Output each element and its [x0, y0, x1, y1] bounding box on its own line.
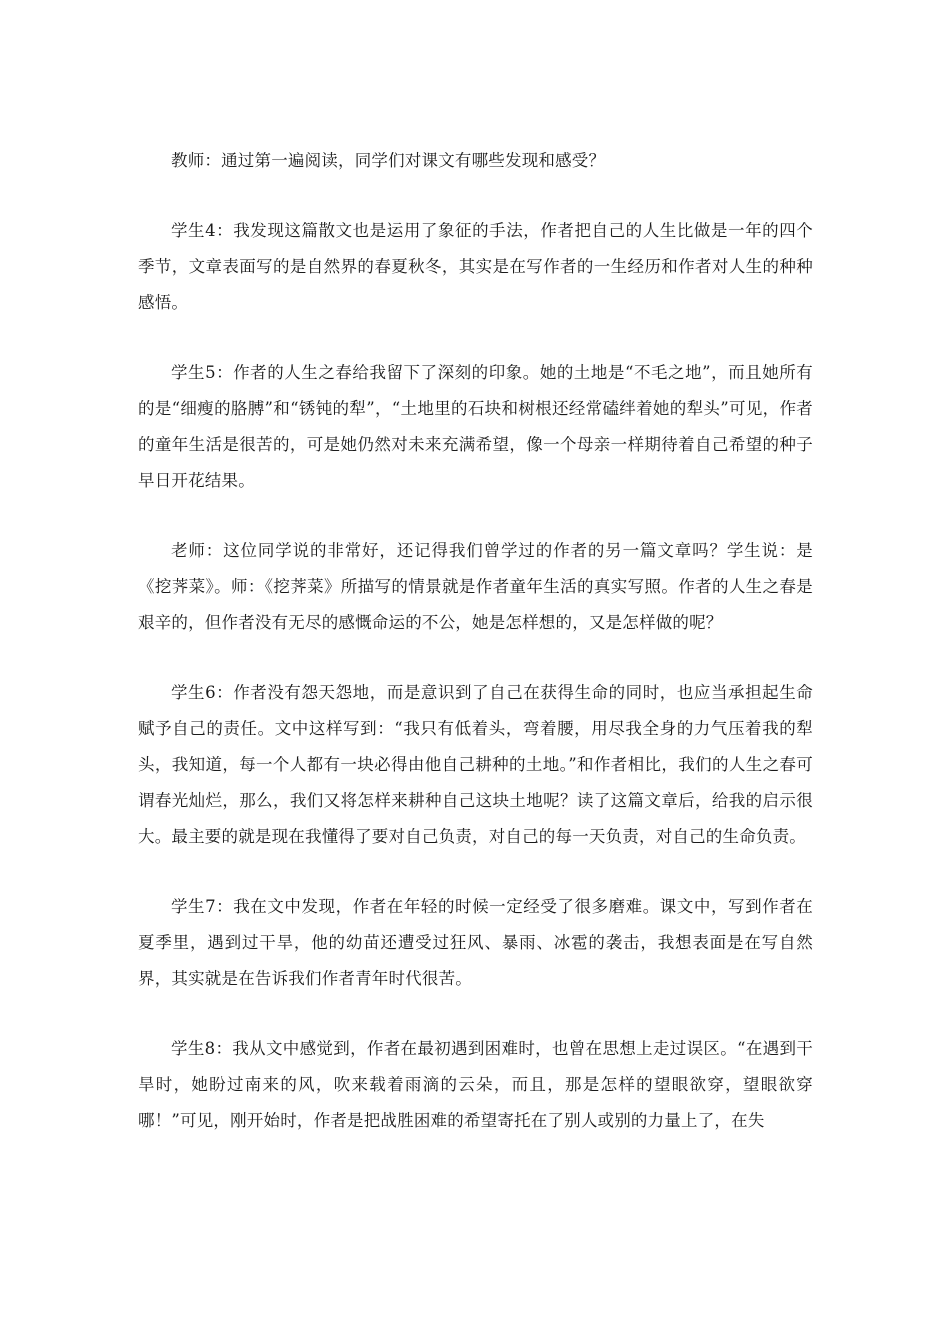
paragraph-student-6: 学生6：作者没有怨天怨地，而是意识到了自己在获得生命的同时，也应当承担起生命赋予自己的责任。文中这样写到：“我只有低着头，弯着腰，用尽我全身的力气压着我的犁头，我知道，每一个人都有一块必得由他自己耕种的土地。”和作者相比，我们的人生之春可谓春光灿烂，那么，我们又将怎样来耕种自己这块土地呢？读了这篇文章后，给我的启示很大。最主要的就是现在我懂得了要对自己负责，对自己的每一天负责，对自己的生命负责。: [138, 683, 813, 846]
paragraph-student-5: 学生5：作者的人生之春给我留下了深刻的印象。她的土地是“不毛之地”，而且她所有的是“细瘦的胳膊”和“锈钝的犁”，“土地里的石块和树根还经常磕绊着她的犁头”可见，作者的童年生活是很苦的，可是她仍然对未来充满希望，像一个母亲一样期待着自己希望的种子早日开花结果。: [138, 363, 813, 490]
paragraph-student-4: 学生4：我发现这篇散文也是运用了象征的手法，作者把自己的人生比做是一年的四个季节，文章表面写的是自然界的春夏秋冬，其实是在写作者的一生经历和作者对人生的种种感悟。: [138, 221, 813, 312]
paragraph-gap: [138, 855, 813, 889]
paragraph-gap: [138, 997, 813, 1031]
paragraph-student-8: 学生8：我从文中感觉到，作者在最初遇到困难时，也曾在思想上走过误区。“在遇到干旱时，她盼过南来的风，吹来载着雨滴的云朵，而且，那是怎样的望眼欲穿，望眼欲穿哪！”可见，刚开始时，作者是把战胜困难的希望寄托在了别人或别的力量上了，在失: [138, 1039, 813, 1130]
document-body: [138, 143, 813, 1139]
paragraph-teacher-comment: 老师：这位同学说的非常好，还记得我们曾学过的作者的另一篇文章吗？学生说：是《挖荠菜》。师：《挖荠菜》所描写的情景就是作者童年生活的真实写照。作者的人生之春是艰辛的，但作者没有无尽的感慨命运的不公，她是怎样想的，又是怎样做的呢？: [138, 541, 813, 632]
paragraph-student-7: 学生7：我在文中发现，作者在年轻的时候一定经受了很多磨难。课文中，写到作者在夏季里，遇到过干旱，他的幼苗还遭受过狂风、暴雨、冰雹的袭击，我想表面是在写自然界，其实就是在告诉我们作者青年时代很苦。: [138, 897, 813, 988]
paragraph-gap: [138, 321, 813, 355]
paragraph-teacher-question: 教师：通过第一遍阅读，同学们对课文有哪些发现和感受？: [171, 151, 606, 170]
paragraph-gap: [138, 179, 813, 213]
paragraph-gap: [138, 499, 813, 533]
paragraph-gap: [138, 641, 813, 675]
